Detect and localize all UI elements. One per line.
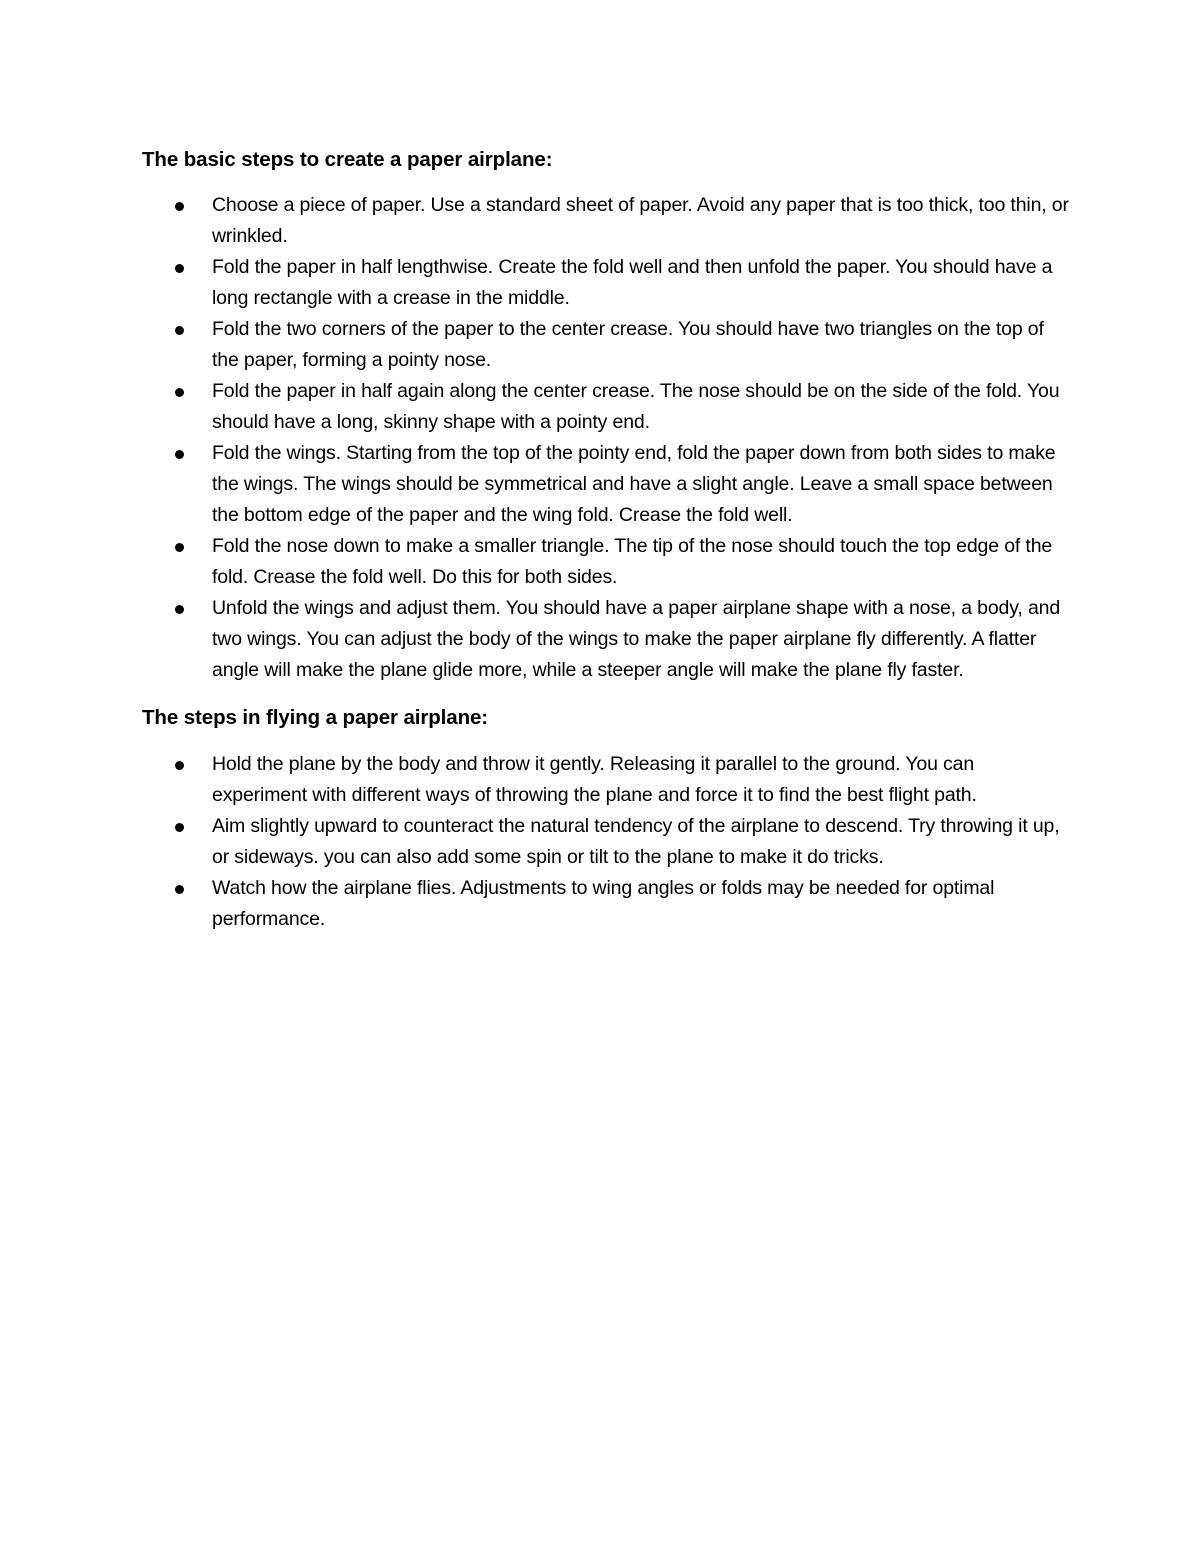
list-item-text: Hold the plane by the body and throw it gently. Releasing it parallel to the ground. You can experiment with different ways of throwing the plane and force it to find the best flight path. bbox=[212, 753, 977, 806]
section-heading-fly: The steps in flying a paper airplane: bbox=[142, 706, 489, 729]
list-item-text: Fold the paper in half again along the center crease. The nose should be on the side of the fold. You should have a long, skinny shape with a pointy end. bbox=[212, 380, 1060, 433]
list-item bbox=[142, 438, 1072, 531]
list-item bbox=[142, 873, 1072, 935]
bullet-icon bbox=[175, 326, 184, 335]
bullet-icon bbox=[175, 885, 184, 894]
list-item bbox=[142, 252, 1072, 314]
flying-steps-list bbox=[142, 749, 1072, 935]
list-item-text: Fold the nose down to make a smaller triangle. The tip of the nose should touch the top edge of the fold. Crease the fold well. Do this for both sides. bbox=[212, 535, 1053, 588]
bullet-icon bbox=[175, 388, 184, 397]
build-steps-list bbox=[142, 190, 1072, 686]
list-item-text: Aim slightly upward to counteract the natural tendency of the airplane to descend. Try throwing it up, or sideways. you can also add some spin or tilt to the plane to make it do tricks. bbox=[212, 815, 1060, 868]
list-item-text: Choose a piece of paper. Use a standard sheet of paper. Avoid any paper that is too thick, too thin, or wrinkled. bbox=[212, 194, 1069, 247]
bullet-icon bbox=[175, 823, 184, 832]
bullet-icon bbox=[175, 264, 184, 273]
list-item-text: Fold the two corners of the paper to the center crease. You should have two triangles on the top of the paper, forming a pointy nose. bbox=[212, 318, 1044, 371]
list-item bbox=[142, 376, 1072, 438]
list-item-text: Fold the wings. Starting from the top of the pointy end, fold the paper down from both sides to make the wings. The wings should be symmetrical and have a slight angle. Leave a small space between the bottom edge of the paper and the wing fold. Crease the fold well. bbox=[212, 442, 1056, 526]
list-item bbox=[142, 593, 1072, 686]
list-item bbox=[142, 531, 1072, 593]
bullet-icon bbox=[175, 202, 184, 211]
list-item bbox=[142, 314, 1072, 376]
list-item-text: Watch how the airplane flies. Adjustments to wing angles or folds may be needed for optimal performance. bbox=[212, 877, 995, 930]
section-heading-build: The basic steps to create a paper airplane: bbox=[142, 148, 553, 171]
list-item-text: Fold the paper in half lengthwise. Create the fold well and then unfold the paper. You should have a long rectangle with a crease in the middle. bbox=[212, 256, 1053, 309]
list-item bbox=[142, 749, 1072, 811]
list-item bbox=[142, 190, 1072, 252]
bullet-icon bbox=[175, 761, 184, 770]
bullet-icon bbox=[175, 450, 184, 459]
list-item bbox=[142, 811, 1072, 873]
bullet-icon bbox=[175, 543, 184, 552]
bullet-icon bbox=[175, 605, 184, 614]
document-body bbox=[142, 144, 1072, 935]
list-item-text: Unfold the wings and adjust them. You should have a paper airplane shape with a nose, a body, and two wings. You can adjust the body of the wings to make the paper airplane fly differently. A flatter angle will make the plane glide more, while a steeper angle will make the plane fly faster. bbox=[212, 597, 1061, 681]
